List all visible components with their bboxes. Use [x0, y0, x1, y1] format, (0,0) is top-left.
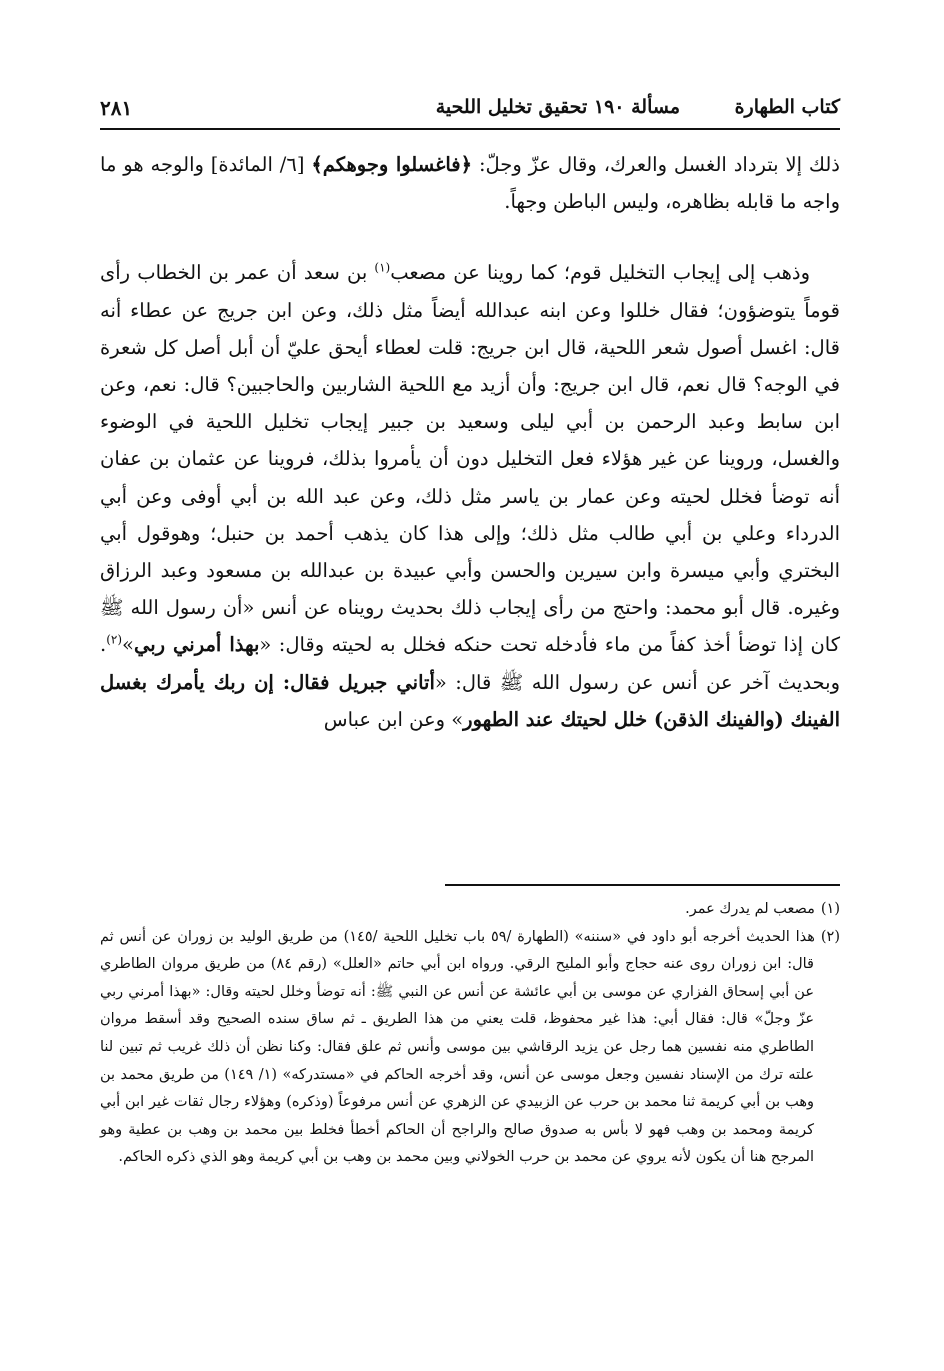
page-number: ٢٨١	[100, 96, 133, 120]
paragraph-2-text-d: . وبحديث آخر عن أنس عن رسول الله ﷺ قال: «	[100, 633, 840, 694]
footnote-2	[100, 924, 840, 1172]
paragraph-2-text-c: »	[122, 633, 134, 657]
footnote-2-text: هذا الحديث أخرجه أبو داود في «سننه» (الطهارة /٥٩ باب تخليل اللحية /١٤٥) من طريق الوليد بن زوران عن أنس ثم قال: ابن زوران روى عنه حجاج وأبو المليح الرقي. ورواه ابن أبي حاتم «العلل» (رقم ٨٤) من طريق مروان الطاطري عن أبي إسحاق الفزاري عن موسى بن أبي عائشة عن أنس عن النبي ﷺ: أنه توضأ وخلل لحيته وقال: «بهذا أمرني ربي عزّ وجلّ» قال: فقال أبي: هذا غير محفوظ، قلت يعني من هذا الطريق ـ ثم ساق سنده الصحيح وقد أسقط مروان الطاطري منه نفسين هما رجل عن يزيد الرقاشي بين موسى وأنس ثم علق فقال: وكنا نظن أن ذلك غريب ثم تبين لنا علته ترك من الإسناد نفسين وجعل موسى عن أنس، وقد أخرجه الحاكم في «مستدركه» (١/ ١٤٩) من طريق محمد بن وهب بن أبي كريمة ثنا محمد بن حرب عن الزبيدي عن الزهري عن أنس مرفوعاً (وذكره) وهؤلاء رجال ثقات غير ابن أبي كريمة ومحمد بن وهب فهو لا بأس به صدوق صالح والراجح أن الحاكم أخطأ فخلط بين محمد بن وهب بن عطية وهو المرجح هنا أن يكون لأنه يروي عن محمد بن حرب الخولاني وبين محمد بن وهب بن أبي كريمة وهو الذي ذكره الحاكم.	[100, 928, 815, 1166]
footnote-1-text: مصعب لم يدرك عمر.	[685, 901, 815, 917]
issue-title: مسألة ١٩٠ تحقيق تخليل اللحية	[435, 96, 680, 118]
footnote-separator	[445, 884, 840, 886]
paragraph-1	[100, 146, 840, 220]
hadith-quote-1: بهذا أمرني ربي	[133, 633, 260, 657]
footnote-ref-1[interactable]: (١)	[374, 260, 391, 275]
footnote-1	[100, 896, 840, 924]
paragraph-2-text-e: » وعن ابن عباس	[323, 707, 464, 731]
footnotes	[100, 896, 840, 1172]
paragraph-2-text-b: بن سعد أن عمر بن الخطاب رأى قوماً يتوضؤون؛ فقال خللوا وعن ابنه عبدالله أيضاً مثل ذلك، وعن ابن جريج عن عطاء أنه قال: اغسل أصول شعر اللحية، قال ابن جريج: قلت لعطاء أيحق عليّ أن أبل أصل كل شعرة في الوجه؟ قال نعم، قال ابن جريج: وأن أزيد مع اللحية الشاربين والحاجبين؟ قال: نعم، وعن ابن سابط وعبد الرحمن بن أبي ليلى وسعيد بن جبير إيجاب تخليل اللحية في الوضوء والغسل، وروينا عن غير هؤلاء فعل التخليل دون أن يأمروا بذلك، فروينا عن عثمان بن عفان أنه توضأ فخلل لحيته وعن عمار بن ياسر مثل ذلك، وعن عبد الله بن أبي أوفى وعن أبي الدرداء وعلي بن أبي طالب مثل ذلك؛ وإلى هذا كان يذهب أحمد بن حنبل؛ وهوقول أبي البختري وأبي ميسرة وابن سيرين والحسن وأبي عبيدة بن عبدالله بن مسعود وعبد الرزاق وغيره. قال أبو محمد: واحتج من رأى إيجاب ذلك بحديث رويناه عن أنس «أن رسول الله ﷺ كان إذا توضأ أخذ كفاً من ماء فأدخله تحت حنكه فخلل به لحيته وقال: «	[100, 261, 841, 657]
hadith-quote-2: أتاني جبريل فقال: إن ربك يأمرك بغسل الفينك (والفينك الذقن) خلل لحيتك عند الطهور	[100, 670, 840, 731]
page	[100, 88, 841, 1166]
book-title: كتاب الطهارة	[734, 96, 840, 118]
running-header	[100, 88, 840, 130]
paragraph-1-text-a: ذلك إلا بترداد الغسل والعرك، وقال عزّ وجلّ:	[472, 153, 840, 176]
paragraph-2-text-a: وذهب إلى إيجاب التخليل قوم؛ كما روينا عن مصعب	[390, 261, 810, 285]
quran-verse: ﴿فاغسلوا وجوهكم﴾	[311, 153, 473, 176]
footnote-2-number: (٢)	[820, 928, 840, 945]
paragraph-1-text-b: [٦/ المائدة] والوجه هو ما واجه ما قابله بظاهره، وليس الباطن وجهاً.	[100, 153, 840, 214]
footnote-1-number: (١)	[820, 901, 840, 917]
footnote-ref-2[interactable]: (٢)	[106, 632, 123, 647]
paragraph-2	[100, 254, 840, 738]
